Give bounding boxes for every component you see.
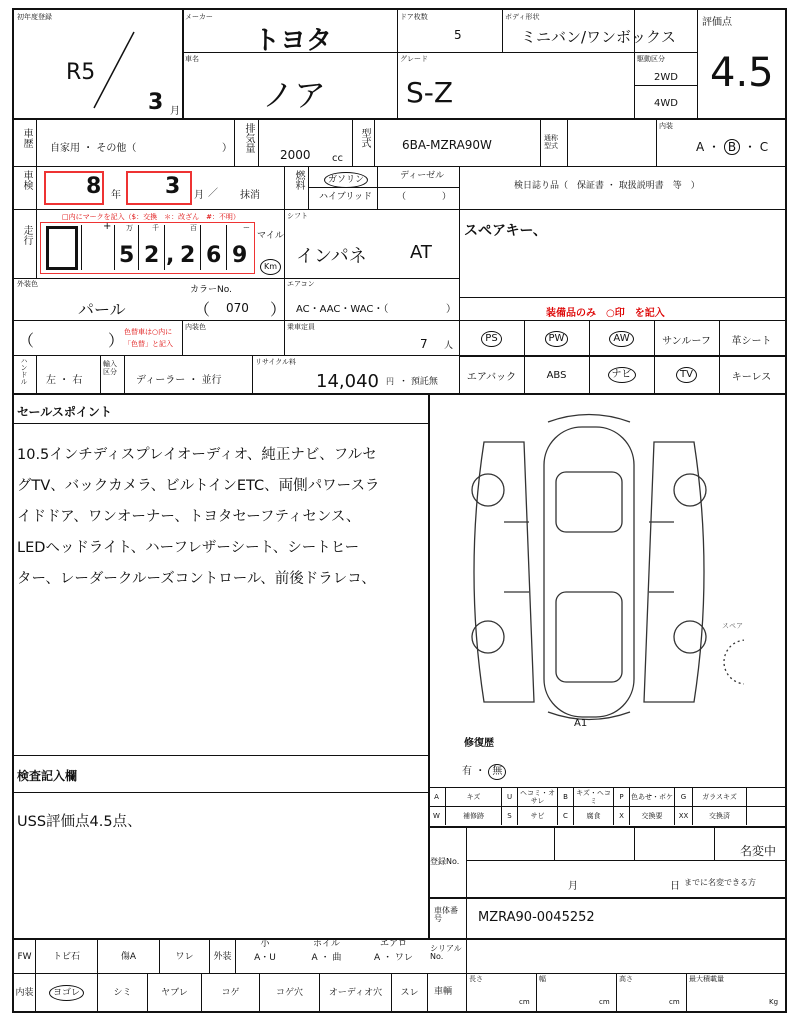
doors-label: ドア枚数 [400,13,428,21]
legend-cell: ヘコミ・オサレ [518,788,558,806]
legend-cell: 腐食 [574,807,614,825]
mileage-digit: 6 [206,243,222,268]
inspection-dash: ／ [208,188,218,199]
ext-color-value: パール [78,300,126,319]
fuel-diesel: ディーゼル [400,171,445,181]
history-close: ） [222,143,232,154]
legend-cell: W [428,807,446,825]
grade-value: S-Z [406,76,454,109]
mileage-label: 走行 [21,225,32,245]
chassis-value: MZRA90-0045252 [478,910,595,925]
legend-cell: C [558,807,574,825]
legend-cell: B [558,788,574,806]
inspection-label: 車検 [21,170,32,190]
repair-values: 有 ・ 無 [462,762,506,780]
legend-cell: キズ [446,788,502,806]
damage-mark: A1 [574,718,588,729]
legend-cell: P [614,788,630,806]
serial-label: シリアルNo. [430,944,462,961]
maker-label: メーカー [185,13,213,21]
model-label: 型式 [359,128,370,148]
name-change: 名変中 [740,844,777,858]
equipment-item: PW [524,322,589,356]
grade-label: グレード [400,55,428,63]
mileage-digit: 9 [232,243,248,268]
fuel-gasoline: ガソリン [324,172,368,188]
inspection-notes-value: USS評価点4.5点、 [17,814,142,830]
drive-4wd: 4WD [654,98,678,109]
mileage-digit: 2 [144,243,160,268]
first-reg-month: 3 [148,90,164,115]
owner-docs: 検日誌り品（ 保証書 ・ 取扱説明書 等 ） [514,181,700,191]
bottom-cell: トビ石 [36,940,98,973]
legend-cell: X [614,807,630,825]
score-label: 評価点 [702,17,732,28]
bottom-cell: コゲ穴 [260,974,320,1012]
first-reg-month-unit: 月 [170,106,180,117]
mileage-mark-box [46,226,78,270]
repair-label: 修復歴 [464,738,494,749]
mileage-digit: 5 [119,243,135,268]
bottom-sub-cell: 小 A・U [254,939,276,963]
notes-value: スペアキー、 [464,223,547,239]
drive-label: 駆動区分 [637,55,665,63]
capacity-label: 乗車定員 [287,323,315,331]
legend-cell: A [428,788,446,806]
equipment-label: 装備品のみ ○印 を記入 [546,308,665,319]
recycle-value: 14,040 [316,371,379,392]
inspection-year: 8 [86,174,102,199]
inspection-notes-label: 検査記入欄 [17,769,78,783]
chassis-label: 車体番号 [434,906,458,923]
mileage-digit: 2 [180,243,196,268]
equipment-item: ABS [546,369,567,381]
car-name-label: 車名 [185,55,199,63]
legend-cell: G [675,788,693,806]
interior-c: C [759,140,769,154]
capacity-value: 7 [420,337,428,351]
fuel-paren: （ ） [397,192,452,202]
color-code-label: カラーNo. [190,285,232,295]
legend-cell: 補修跡 [446,807,502,825]
bottom-cell: 外装 [210,940,236,973]
legend-cell: 交換要 [630,807,675,825]
legend-cell: ガラスキズ [693,788,747,806]
legend-cell: キズ・ヘコミ [574,788,614,806]
legend-cell: 交換済 [693,807,747,825]
bottom-cell: シミ [98,974,148,1012]
date-slash-icon [89,30,139,110]
first-reg-era: R5 [66,60,96,85]
inspection-month: 3 [165,174,181,199]
recycle-label: リサイクル料 [255,358,297,366]
bottom-cell: スレ [392,974,428,1012]
int-color-label: 内装色 [185,323,206,331]
equipment-item: サンルーフ [662,335,711,347]
drive-2wd: 2WD [654,72,678,83]
bottom-cell: FW [14,940,36,973]
common-model-label: 通称型式 [544,134,558,150]
legend-cell: サビ [518,807,558,825]
interior-b: B [724,139,740,155]
bottom-cell: 傷A [98,940,160,973]
registration-label: 登録No. [430,857,460,866]
legend-cell: XX [675,807,693,825]
bottom-cell: 内装 [14,974,36,1012]
spare-label: スペア [722,622,743,630]
legend-cell: S [502,807,518,825]
equipment-item: AW [589,322,654,356]
equipment-item: TV [654,358,719,392]
maker-value: トヨタ [254,26,333,56]
inspection-cancel: 抹消 [240,190,260,201]
mileage-comma: , [166,243,175,268]
fuel-hybrid: ハイブリッド [319,192,373,202]
equipment-item: PS [459,322,524,356]
mileage-km: Km [260,259,281,275]
bottom-cell: ワレ [160,940,210,973]
sales-points-body: 10.5インチディスプレイオーディオ、純正ナビ、フルセ グTV、バックカメラ、ビルトインETC、両側パワースラ イドドア、ワンオーナー、トヨタセーフティセンス、 LEDヘッドライト、ハーフレザーシート、シートヒー ター、レーダークルーズコントロール、前後ドラレコ、 [17,447,380,587]
model-value: 6BA-MZRA90W [402,138,492,152]
shift-value: AT [410,242,432,263]
interior-label: 内装 [659,122,673,130]
mileage-note: □内にマークを記入（$：交換 ＊：改ざん #：不明） [62,213,240,221]
mileage-mile: マイル [257,231,284,241]
legend-cell: 色あせ・ボケ [630,788,675,806]
body-type-value: ミニバン/ワンボックス [521,28,676,46]
shift-label: シフト [287,212,308,220]
bottom-sub-cell: ホイル A ・ 曲 [311,939,342,963]
score-value: 4.5 [710,50,774,96]
displacement-label: 排気量 [243,123,254,153]
history-value: 自家用 ・ その他（ [50,143,137,154]
steering-label: ハンドル [20,357,28,385]
aircon-value: AC・AAC・WAC・（ [296,304,389,315]
bottom-cell: コゲ [202,974,260,1012]
doors-value: 5 [454,28,462,42]
equipment-item: 革シート [731,335,772,347]
first-reg-label: 初年度登録 [17,13,52,21]
dims-label: 車輌 [434,987,453,997]
equipment-item: キーレス [731,371,772,383]
color-code-value: 070 [226,301,249,315]
inspection-year-unit: 年 [111,190,121,201]
steering-value: 左 ・ 右 [46,375,83,386]
inspection-month-box [126,171,192,205]
fuel-label: 燃料 [293,170,304,190]
color-change-note: 色替車は○内に [124,328,173,336]
inspection-month-unit: 月 [194,190,204,201]
shift-type: インパネ [296,246,367,267]
body-type-label: ボディ形状 [505,13,540,21]
equipment-item: エアバック [466,371,517,383]
import-value: ディーラー ・ 並行 [136,375,222,386]
import-label: 輸入区分 [103,360,117,376]
bottom-cell: オーディオ穴 [320,974,392,1012]
interior-grades: A ・ B ・ C [696,140,769,154]
displacement-unit: cc [332,153,343,164]
bottom-sub-cell: エアロ A ・ ワレ [374,939,413,963]
history-label: 車歴 [21,128,32,148]
auction-sheet: 初年度登録 R5 3 月 メーカー トヨタ ドア枚数 5 ボディ形状 ミニバン/ワンボックス 評価点 4.5 車名 ノア グレード S-Z 駆動区分 2WD 4WD 車歴 自家用 ・ その他（ ） 排気量 2000 cc 型式 6BA-MZRA90W 通称型式 内装 A ・ B ・ C 車検 8 年 3 月 ／ 抹消 燃料 ガソリン ディーゼル ハイブリッド （ ） 検日誌り品（ 保証書 ・ 取扱説明書 等 ） 走行 □内にマークを記入（$：交換 ＊：改ざん #：不明） + 万 千 百 ー 5 2 , 2 6 9 マイル Km シフト インパネ AT スペアキー、 外装色 パール カラーNo. （ 070 ） エアコン AC・AAC・WAC・（ ） 装備品のみ ○印 を記入 （ ） 色替車は○内に 「色替」と記入 内装色 乗車定員 7 人 ハンドル 左 ・ 右 輸入区分 ディーラー ・ 並行 リサイクル料 14,040 円 ・ 預託無 PS PW AW サンルーフ 革シート エアバック ABS ナビ TV キーレス セールスポイント 10.5インチディスプレイオーディオ、純正ナビ、フルセ グTV、バックカメラ、ビルトインETC、両側パワースラ イドドア、ワンオーナー、トヨタセーフティセンス、 LEDヘッドライト、ハーフレザーシート、シートヒー ター、レーダークルーズコントロール、前後ドラレコ、 スペア A1 修復歴 有 ・ 無 A キズ U ヘコミ・オサレ B キズ・ヘコミ P 色あせ・ボケ G ガラスキズ W 補修跡 S サビ C 腐食 X 交換要 XX 交換済 登録No. 名変中 月 日 までに名変できる方 車体番号 MZRA90-0045252 検査記入欄 USS評価点4.5点、 FW トビ石 傷A ワレ 外装 小 A・U ホイル A ・ 曲 エアロ A ・ ワレ 内装 ヨゴレ シミ ヤブレ コゲ コゲ穴 オーディオ穴 スレ シリアルNo. 車輌 長さ cm 幅 cm 高さ cm 最大積載量 Kg [12,8,787,1013]
equipment-item: ナビ [589,358,654,392]
legend-cell: U [502,788,518,806]
bottom-cell: ヨゴレ [36,974,98,1012]
bottom-cell: ヤブレ [148,974,202,1012]
aircon-label: エアコン [287,280,315,288]
sales-points-label: セールスポイント [17,405,112,419]
car-name-value: ノア [262,76,327,114]
ext-color-label: 外装色 [17,280,38,288]
interior-a: A [696,140,705,154]
car-diagram [444,412,744,732]
displacement-value: 2000 [280,148,311,162]
